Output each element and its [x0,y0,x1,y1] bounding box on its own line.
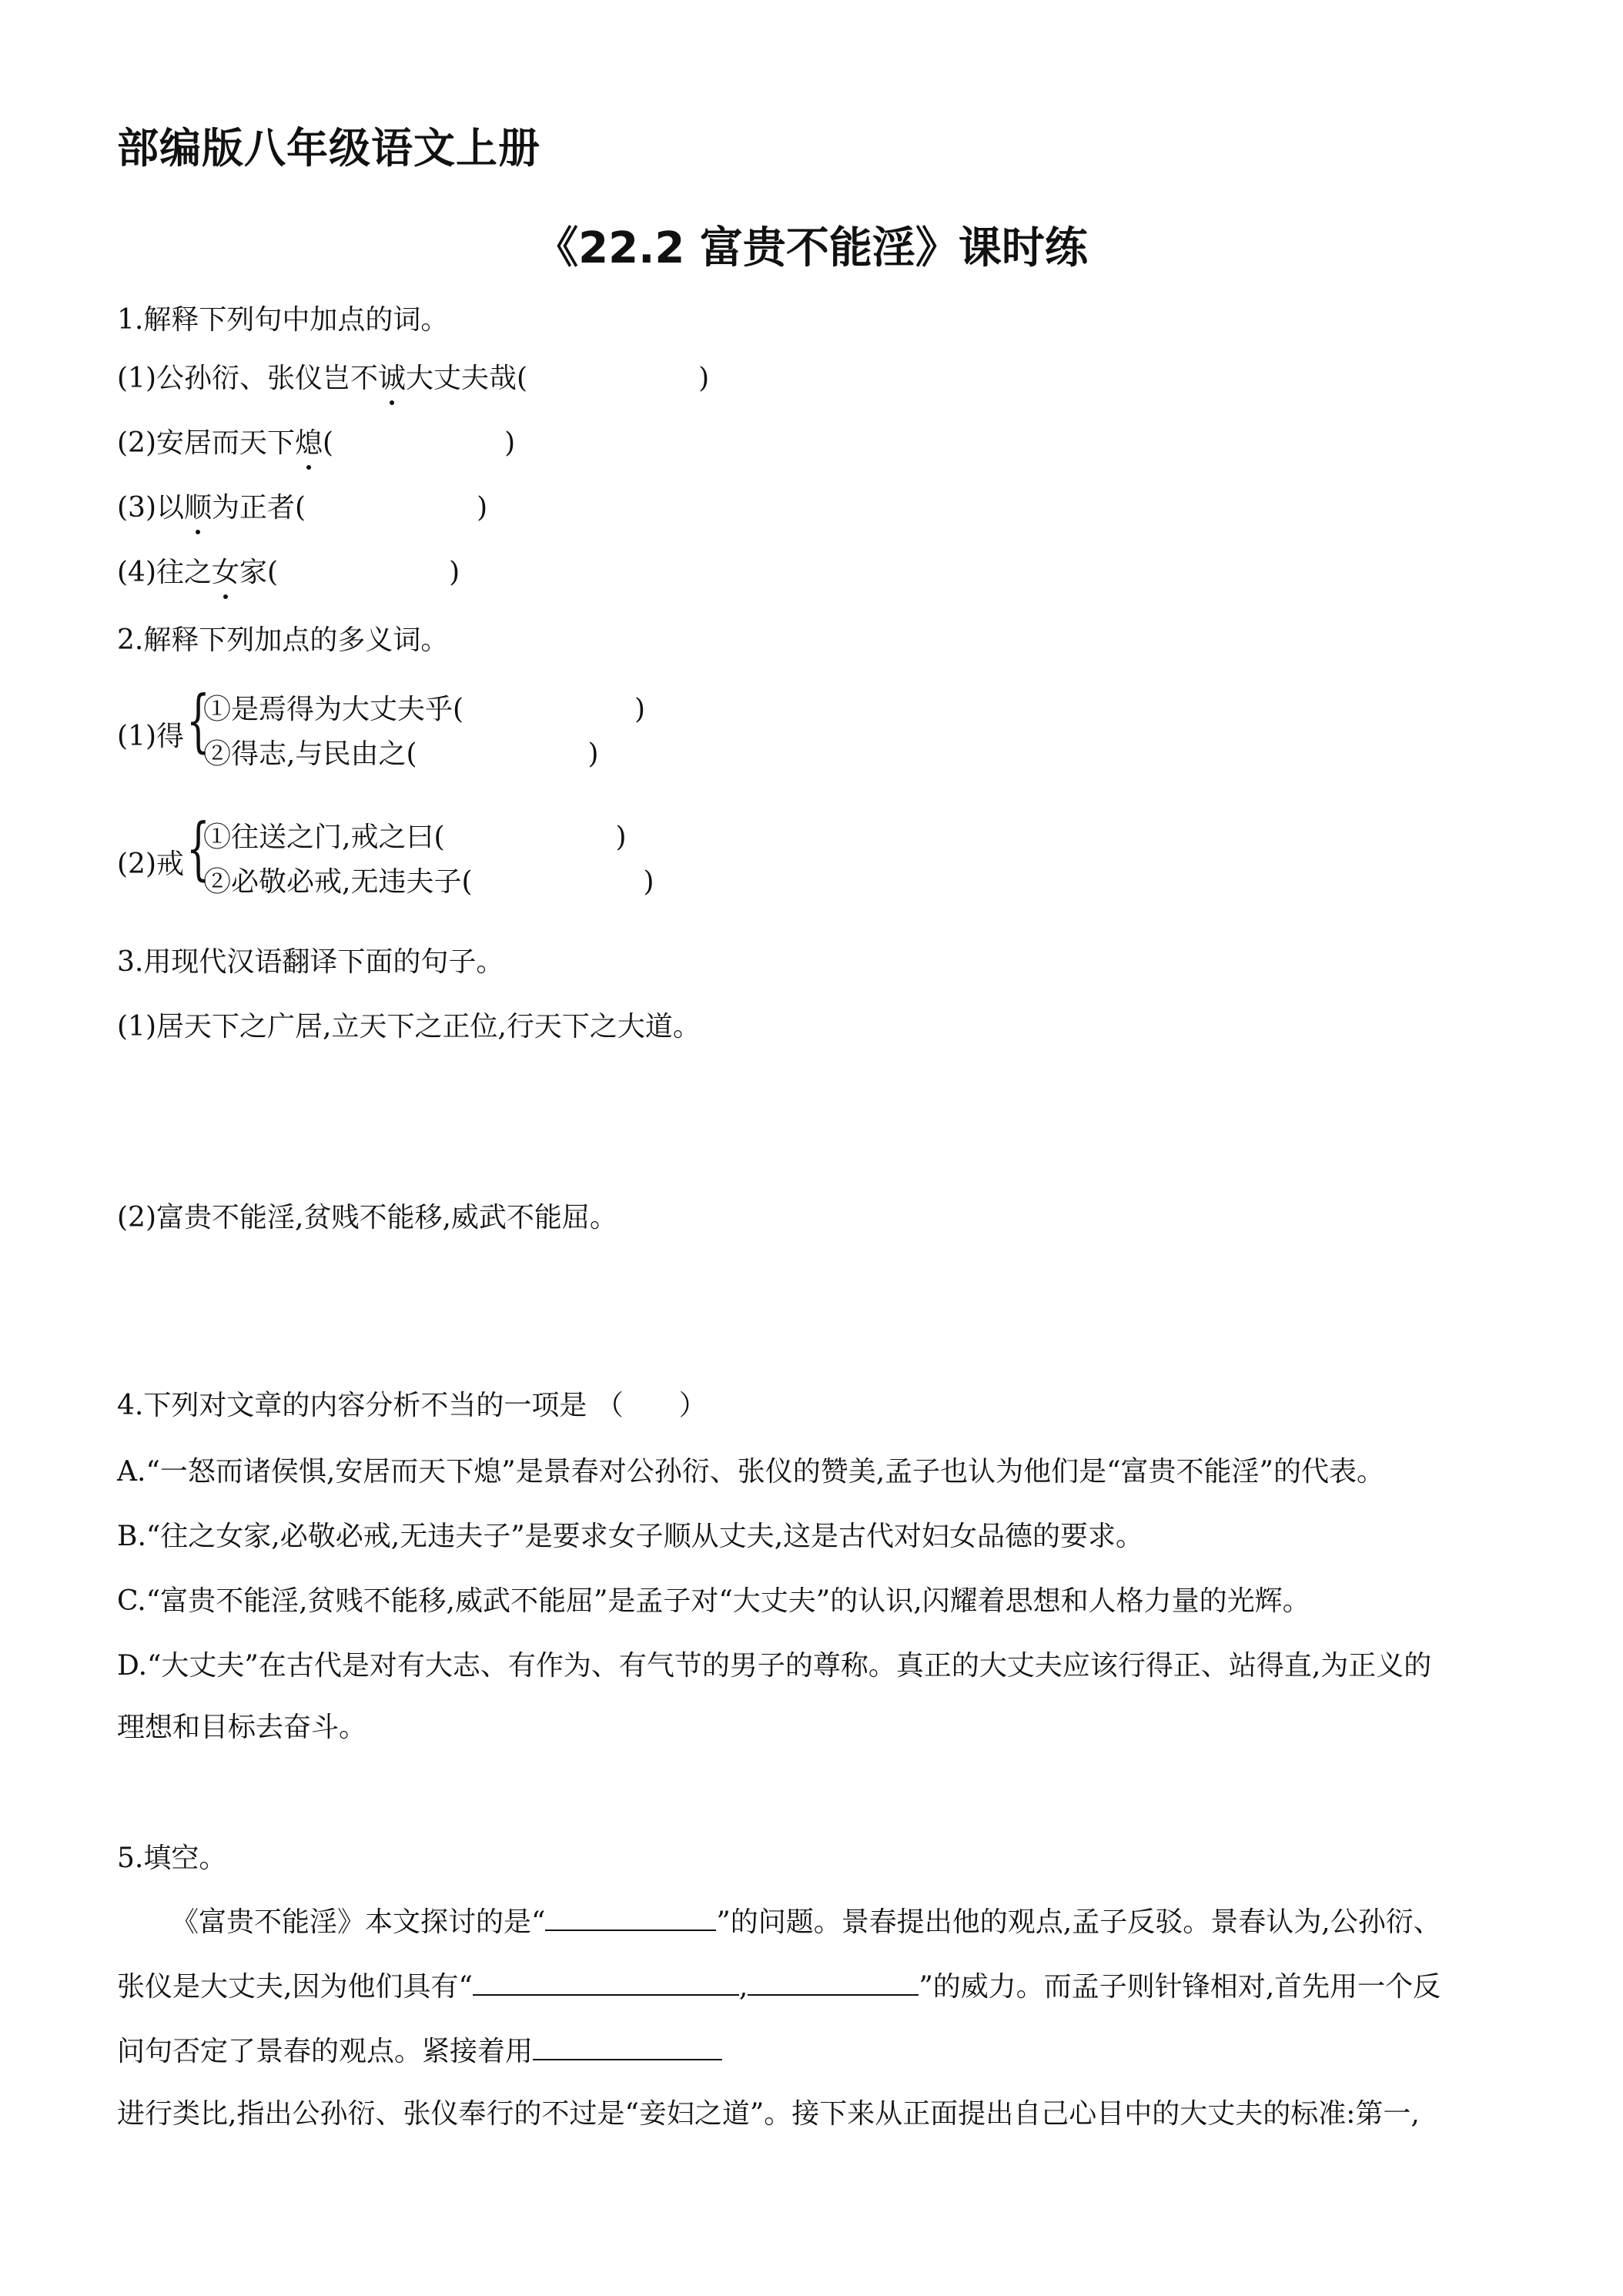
q4-option-c[interactable]: C.“富贵不能淫,贫贱不能移,威武不能屈”是孟子对“大丈夫”的认识,闪耀着思想和人格力量的光辉。 [117,1585,1310,1617]
dotted-word: 顺 [184,490,212,527]
group-label: (1)得 [117,721,184,752]
q2-prompt: 2.解释下列加点的多义词。 [117,624,449,656]
q4-prompt: 4.下列对文章的内容分析不当的一项是 （ ） [117,1390,707,1421]
fill-blank[interactable] [545,1903,716,1931]
fill-blank[interactable] [473,1968,739,1996]
q1-item-2: (2)安居而天下熄( ) [117,425,515,462]
dotted-word: 熄 [295,425,323,462]
dotted-word: 诚 [378,360,406,397]
q4-option-b[interactable]: B.“往之女家,必敬必戒,无违夫子”是要求女子顺从丈夫,这是古代对妇女品德的要求。 [117,1521,1144,1552]
q5-paragraph-line-4: 进行类比,指出公孙衍、张仪奉行的不过是“妾妇之道”。接下来从正面提出自己心目中的大丈夫的标准:第一, [117,2098,1420,2130]
q5-paragraph-line-3: 问句否定了景春的观点。紧接着用 [117,2033,722,2070]
fill-blank[interactable] [748,1968,919,1996]
q3-item-1: (1)居天下之广居,立天下之正位,行天下之大道。 [117,1011,701,1043]
q2-row: ②必敬必戒,无违夫子( ) [203,866,654,898]
brace: { [186,808,210,888]
q1-item-1: (1)公孙衍、张仪岂不诚大丈夫哉( ) [117,360,709,397]
worksheet-title: 《22.2 富贵不能淫》课时练 [535,223,1088,273]
dotted-word: 女 [212,554,239,591]
q5-paragraph-line-2: 张仪是大丈夫,因为他们具有“ , ”的威力。而孟子则针锋相对,首先用一个反 [117,1968,1441,2006]
fill-blank[interactable] [533,2033,722,2060]
textbook-header: 部编版八年级语文上册 [117,124,540,172]
q1-prompt: 1.解释下列句中加点的词。 [117,304,449,336]
q2-group-2 [117,808,887,904]
q2-row: ①往送之门,戒之曰( ) [203,822,627,853]
q4-option-d[interactable]: D.“大丈夫”在古代是对有大志、有作为、有气节的男子的尊称。真正的大丈夫应该行得正、站得直,为正义的 [117,1650,1432,1682]
q2-row: ②得志,与民由之( ) [203,738,599,770]
q4-option-d-continued: 理想和目标去奋斗。 [117,1712,367,1743]
brace: { [186,681,210,760]
q3-prompt: 3.用现代汉语翻译下面的句子。 [117,946,504,978]
q4-option-a[interactable]: A.“一怒而诸侯惧,安居而天下熄”是景春对公孙衍、张仪的赞美,孟子也认为他们是“富贵不能淫”的代表。 [117,1456,1384,1488]
q1-item-4: (4)往之女家( ) [117,554,460,591]
q3-item-2: (2)富贵不能淫,贫贱不能移,威武不能屈。 [117,1202,617,1233]
q5-paragraph-line-1: 《富贵不能淫》本文探讨的是“ ”的问题。景春提出他的观点,孟子反驳。景春认为,公孙衍、 [171,1903,1441,1941]
q5-prompt: 5.填空。 [117,1842,227,1874]
group-label: (2)戒 [117,848,184,880]
q2-group-1 [117,681,887,776]
q1-item-3: (3)以顺为正者( ) [117,490,487,527]
q2-row: ①是焉得为大丈夫乎( ) [203,694,646,725]
